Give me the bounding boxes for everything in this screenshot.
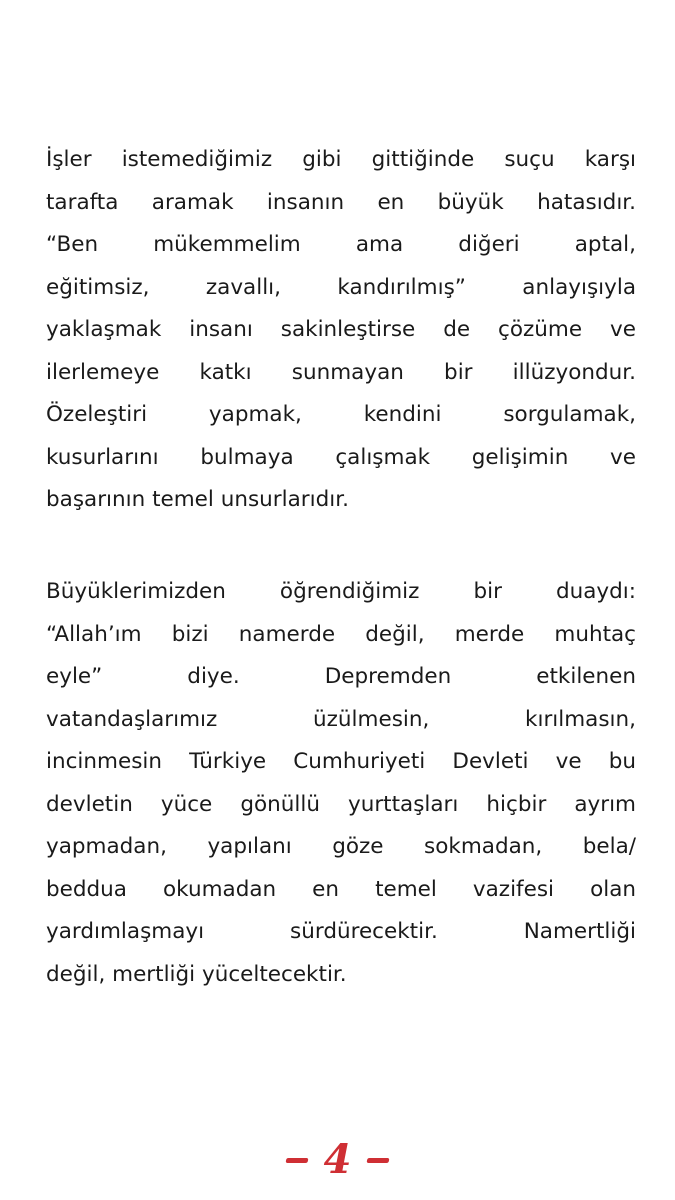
paragraph-2 <box>46 571 636 996</box>
page-number-left-dash <box>285 1158 308 1163</box>
text-line: eğitimsiz, zavallı, kandırılmış” anlayışıyla <box>46 274 636 300</box>
text-line: yardımlaşmayı sürdürecektir. Namertliği <box>46 919 636 944</box>
text-line: tarafta aramak insanın en büyük hatasıdır. <box>46 189 636 215</box>
page-number <box>0 1132 675 1188</box>
text-line: “Allah’ım bizi namerde değil, merde muhtaç <box>46 621 636 647</box>
text-line: Özeleştiri yapmak, kendini sorgulamak, <box>46 402 636 427</box>
text-line: Büyüklerimizden öğrendiğimiz bir duaydı: <box>46 579 636 604</box>
text-line: değil, mertliği yüceltecektir. <box>46 961 347 987</box>
text-line: “Ben mükemmelim ama diğeri aptal, <box>46 232 636 257</box>
paragraph-1 <box>46 139 636 522</box>
text-line: beddua okumadan en temel vazifesi olan <box>46 876 636 902</box>
text-line: eyle” diye. Depremden etkilenen <box>46 664 636 689</box>
text-line: İşler istemediğimiz gibi gittiğinde suçu karşı <box>46 147 636 172</box>
text-line: incinmesin Türkiye Cumhuriyeti Devleti ve bu <box>46 749 636 774</box>
text-line: devletin yüce gönüllü yurttaşları hiçbir ayrım <box>46 791 636 817</box>
text-line: ilerlemeye katkı sunmayan bir illüzyondur. <box>46 359 636 385</box>
text-line: yapmadan, yapılanı göze sokmadan, bela/ <box>46 834 636 859</box>
text-line: başarının temel unsurlarıdır. <box>46 487 349 512</box>
text-line: kusurlarını bulmaya çalışmak gelişimin ve <box>46 444 636 470</box>
text-line: yaklaşmak insanı sakinleştirse de çözüme ve <box>46 317 636 342</box>
page-number-value: 4 <box>323 1136 352 1183</box>
text-line: vatandaşlarımız üzülmesin, kırılmasın, <box>46 706 636 732</box>
page-number-right-dash <box>367 1158 390 1163</box>
